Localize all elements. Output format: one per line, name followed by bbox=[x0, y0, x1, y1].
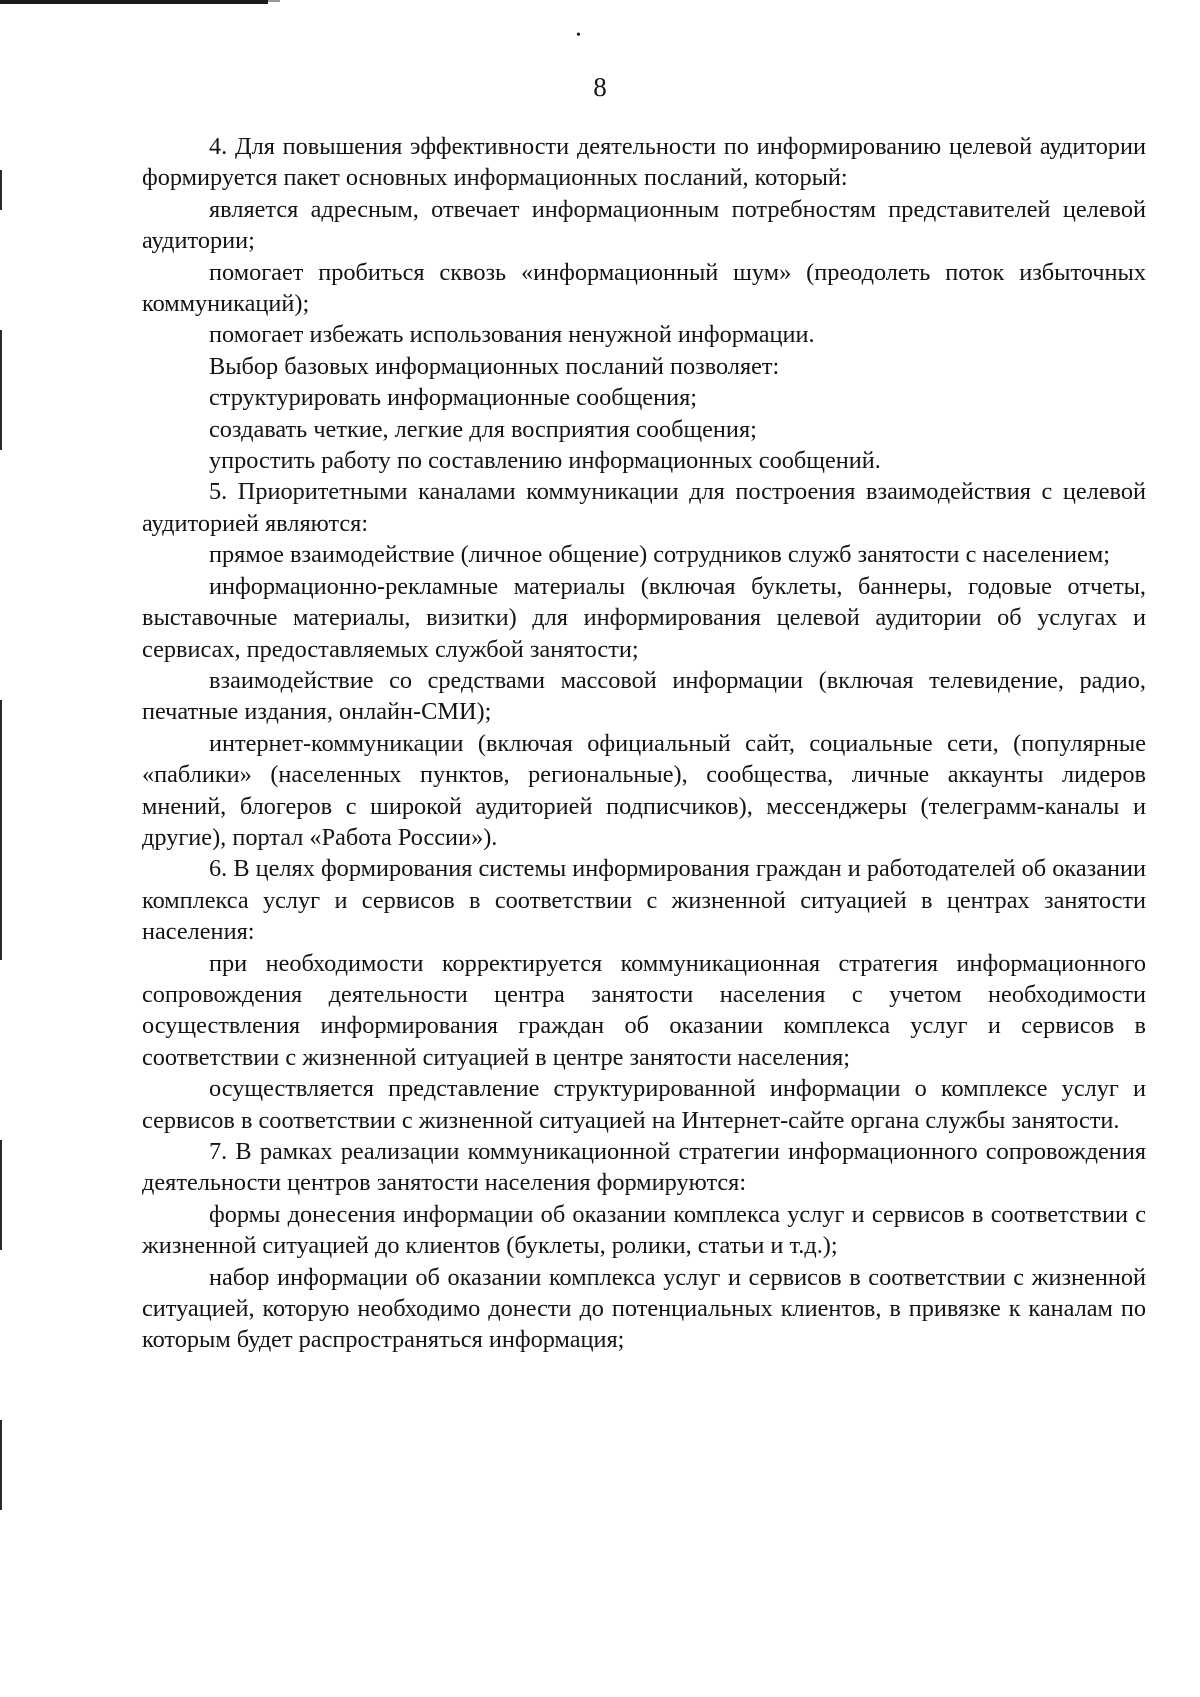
scan-edge-mark bbox=[0, 1140, 2, 1250]
paragraph: 5. Приоритетными каналами коммуникации для построения взаимодействия с целевой аудиторией являются: bbox=[142, 478, 1146, 537]
paragraph: взаимодействие со средствами массовой информации (включая телевидение, радио, печатные издания, онлайн-СМИ); bbox=[142, 666, 1146, 726]
document-body bbox=[142, 131, 1146, 1356]
paragraph: является адресным, отвечает информационным потребностям представителей целевой аудитории; bbox=[142, 195, 1146, 255]
paragraph: 4. Для повышения эффективности деятельности по информированию целевой аудитории формируется пакет основных информационных посланий, который: bbox=[142, 133, 1146, 192]
scan-edge-mark bbox=[0, 330, 2, 450]
scan-edge-mark bbox=[0, 700, 2, 960]
paragraph: 7. В рамках реализации коммуникационной стратегии информационного сопровождения деятельности центров занятости населения формируются: bbox=[142, 1138, 1146, 1197]
paragraph: формы донесения информации об оказании комплекса услуг и сервисов в соответствии с жизненной ситуацией до клиентов (буклеты, ролики, статьи и т.д.); bbox=[142, 1200, 1146, 1260]
paragraph: упростить работу по составлению информационных сообщений. bbox=[209, 447, 881, 475]
paragraph: осуществляется представление структурированной информации о комплексе услуг и сервисов в соответствии с жизненной ситуацией на Интернет-сайте органа службы занятости. bbox=[142, 1075, 1146, 1134]
paragraph: создавать четкие, легкие для восприятия сообщения; bbox=[209, 415, 757, 443]
paragraph: структурировать информационные сообщения; bbox=[209, 384, 698, 412]
scan-border-top-faint bbox=[268, 0, 280, 2]
paragraph: набор информации об оказании комплекса услуг и сервисов в соответствии с жизненной ситуацией, которую необходимо донести до потенциальных клиентов, в привязке к каналам по которым будет распространяться информация; bbox=[142, 1263, 1146, 1354]
paragraph: при необходимости корректируется коммуникационная стратегия информационного сопровождения деятельности центра занятости населения с учетом необходимости осуществления информирования граждан об оказании комплекса услуг и сервисов в соответствии с жизненной ситуацией в центре занятости населения; bbox=[142, 949, 1146, 1071]
paragraph: интернет-коммуникации (включая официальный сайт, социальные сети, (популярные «паблики» (населенных пунктов, региональные), сообщества, личные аккаунты лидеров мнений, блогеров с широкой аудиторией подписчиков), мессенджеры (телеграмм-каналы и другие), портал «Работа России»). bbox=[142, 729, 1146, 851]
paragraph: 6. В целях формирования системы информирования граждан и работодателей об оказании комплекса услуг и сервисов в соответствии с жизненной ситуацией в центрах занятости населения: bbox=[142, 855, 1146, 946]
paragraph: помогает пробиться сквозь «информационный шум» (преодолеть поток избыточных коммуникаций); bbox=[142, 258, 1146, 318]
paragraph: Выбор базовых информационных посланий позволяет: bbox=[209, 352, 780, 380]
paragraph: информационно-рекламные материалы (включая буклеты, баннеры, годовые отчеты, выставочные материалы, визитки) для информирования целевой аудитории об услугах и сервисах, предоставляемых службой занятости; bbox=[142, 572, 1146, 663]
page-number: 8 bbox=[593, 72, 607, 102]
scan-artifact-dot: • bbox=[576, 28, 581, 43]
paragraph: прямое взаимодействие (личное общение) сотрудников служб занятости с населением; bbox=[209, 541, 1110, 569]
paragraph: помогает избежать использования ненужной информации. bbox=[209, 321, 815, 349]
scan-border-top bbox=[0, 0, 268, 4]
scan-edge-mark bbox=[0, 1420, 2, 1510]
scan-edge-mark bbox=[0, 170, 2, 210]
